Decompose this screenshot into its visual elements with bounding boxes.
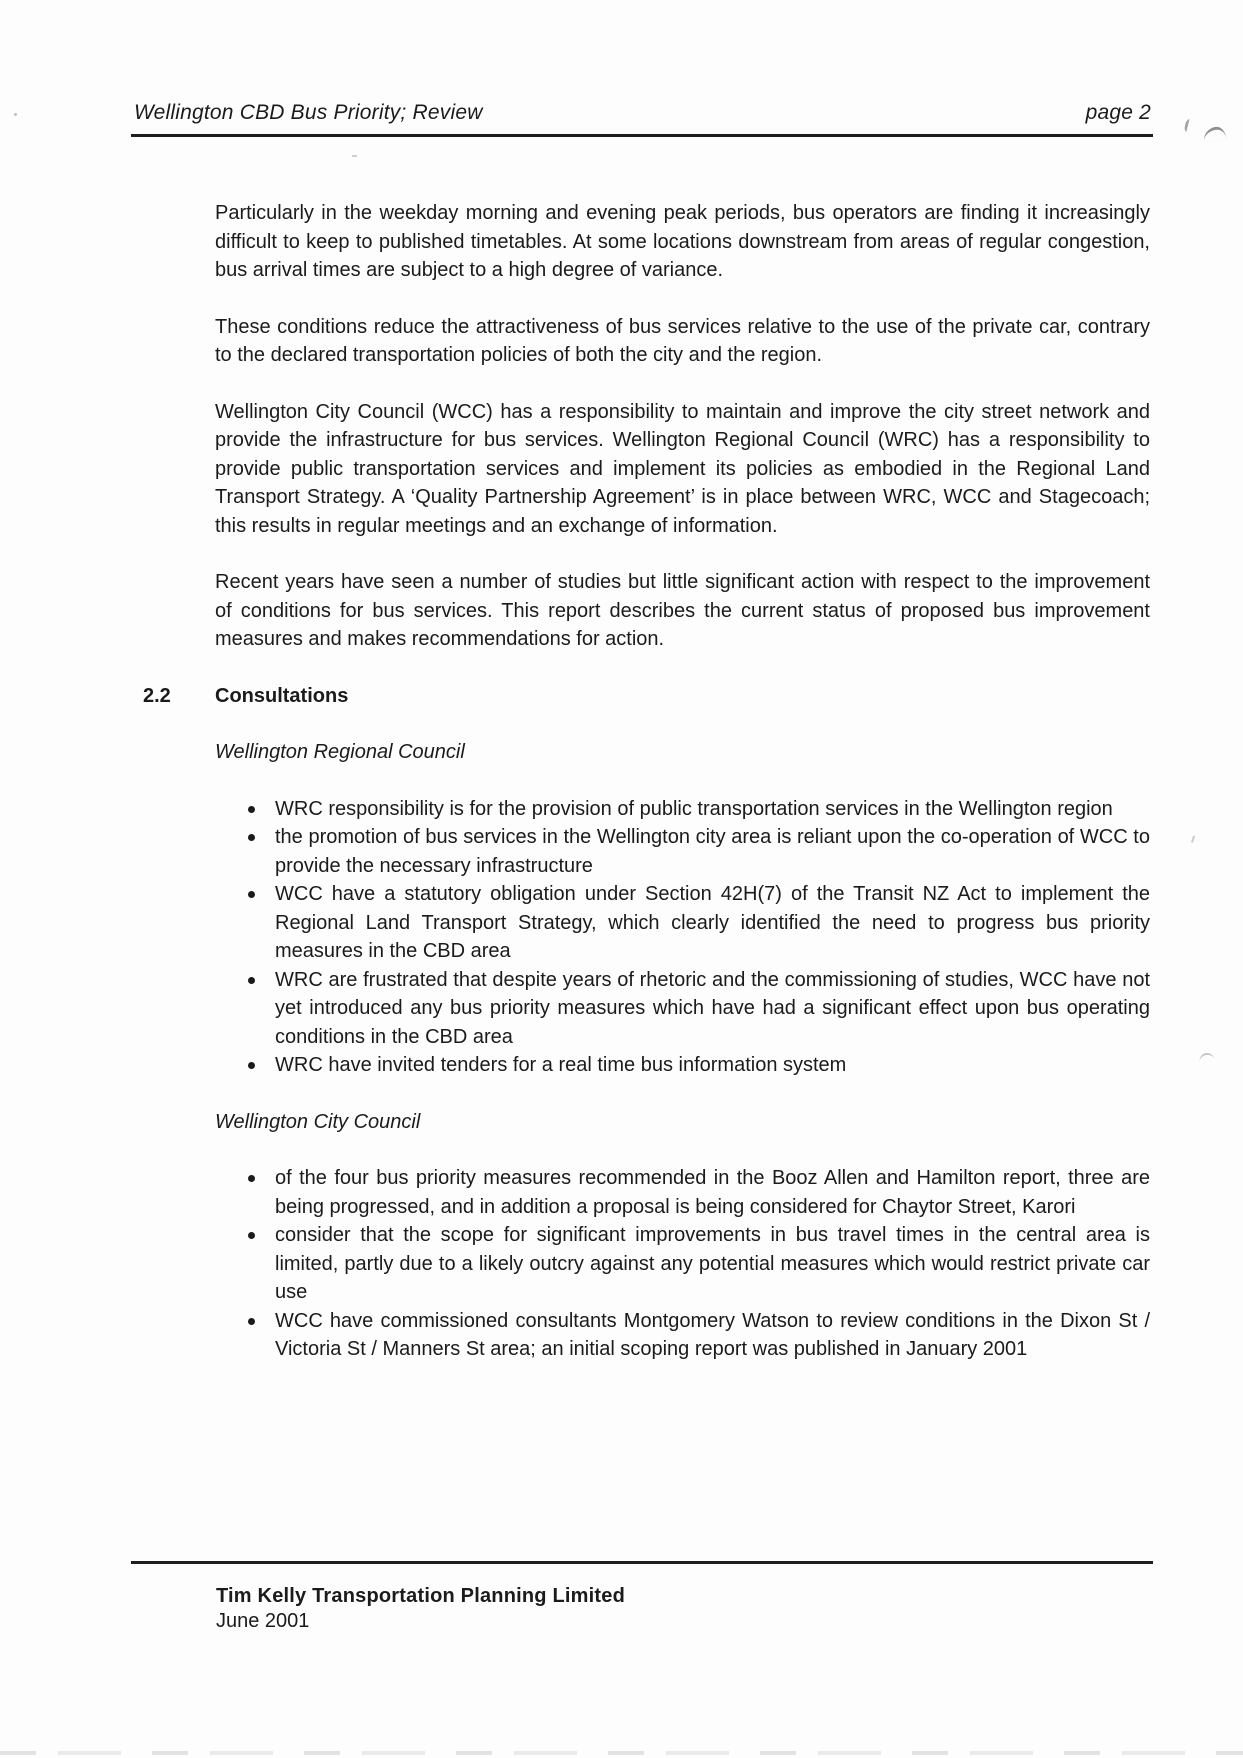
bullet-text: WRC responsibility is for the provision of public transportation services in the Wellington region: [275, 797, 1113, 820]
section-heading: [143, 682, 1163, 711]
bullet-text: the promotion of bus services in the Wellington city area is reliant upon the co-operation of WCC to provide the necessary infrastructure: [275, 826, 1150, 877]
header-title: Wellington CBD Bus Priority; Review: [134, 101, 483, 124]
scan-speckle: [14, 113, 17, 116]
bullet-item: [215, 795, 1150, 824]
scan-speckle: [352, 155, 357, 157]
paragraph: Wellington City Council (WCC) has a responsibility to maintain and improve the city street network and provide the infrastructure for bus services. Wellington Regional Council (WRC) has a responsibility to provide public transportation services and implement its policies as embodied in the Regional Land Transport Strategy. A ‘Quality Partnership Agreement’ is in place between WRC, WCC and Stagecoach; this results in regular meetings and an exchange of information.: [215, 400, 1150, 537]
subsection-heading: Wellington City Council: [215, 1110, 421, 1133]
bullet-item: [215, 1164, 1150, 1221]
bullet-item: [215, 1307, 1150, 1364]
bullet-dot-icon: [248, 891, 255, 898]
bullet-list: [215, 795, 1150, 1080]
bullet-list: [215, 1164, 1150, 1364]
scan-speckle: [1198, 1052, 1214, 1062]
pen-mark-icon: [1184, 118, 1193, 132]
bullet-text: consider that the scope for significant improvements in bus travel times in the central area is limited, partly due to a likely outcry against any potential measures which would restrict private car use: [275, 1224, 1150, 1303]
bullet-item: [215, 1051, 1150, 1080]
footer-company: Tim Kelly Transportation Planning Limited: [216, 1585, 625, 1607]
page-header: [131, 101, 1153, 137]
subsection-heading: Wellington Regional Council: [215, 741, 465, 763]
bullet-item: [215, 966, 1150, 1052]
bullet-text: WCC have commissioned consultants Montgomery Watson to review conditions in the Dixon St / Victoria St / Manners St area; an initial scoping report was published in January 2001: [275, 1309, 1150, 1360]
section-number: 2.2: [143, 684, 171, 707]
section-title: Consultations: [215, 684, 349, 707]
scan-speckle: [1191, 836, 1197, 844]
document-body: [143, 199, 1163, 1392]
paragraph: Particularly in the weekday morning and evening peak periods, bus operators are finding it increasingly difficult to keep to published timetables. At some locations downstream from areas of regular congestion, bus arrival times are subject to a high degree of variance.: [215, 202, 1150, 281]
bullet-dot-icon: [248, 1232, 255, 1239]
bullet-text: WCC have a statutory obligation under Section 42H(7) of the Transit NZ Act to implement the Regional Land Transport Strategy, which clearly identified the need to progress bus priority measures in the CBD area: [275, 883, 1150, 962]
bullet-item: [215, 1221, 1150, 1307]
bullet-dot-icon: [248, 1062, 255, 1069]
bullet-text: WRC are frustrated that despite years of rhetoric and the commissioning of studies, WCC have not yet introduced any bus priority measures which have had a significant effect upon bus operating conditions in the CBD area: [275, 968, 1150, 1048]
footer-divider: [131, 1561, 1153, 1564]
pen-mark-icon: [1202, 126, 1227, 143]
scan-artifact-bottom: [0, 1751, 1243, 1755]
header-page-number: page 2: [1085, 101, 1151, 124]
bullet-item: [215, 880, 1150, 966]
bullet-dot-icon: [248, 977, 255, 984]
bullet-text: WRC have invited tenders for a real time bus information system: [275, 1054, 847, 1076]
paragraph: Recent years have seen a number of studies but little significant action with respect to the improvement of conditions for bus services. This report describes the current status of proposed bus improvement measures and makes recommendations for action.: [215, 571, 1150, 650]
bullet-dot-icon: [248, 834, 255, 841]
bullet-dot-icon: [248, 806, 255, 813]
paragraph: These conditions reduce the attractiveness of bus services relative to the use of the private car, contrary to the declared transportation policies of both the city and the region.: [215, 315, 1150, 366]
bullet-dot-icon: [248, 1175, 255, 1182]
footer-date: June 2001: [216, 1610, 310, 1632]
page-footer: [216, 1584, 625, 1634]
bullet-dot-icon: [248, 1318, 255, 1325]
bullet-item: [215, 823, 1150, 880]
bullet-text: of the four bus priority measures recommended in the Booz Allen and Hamilton report, three are being progressed, and in addition a proposal is being considered for Chaytor Street, Karori: [275, 1167, 1150, 1218]
